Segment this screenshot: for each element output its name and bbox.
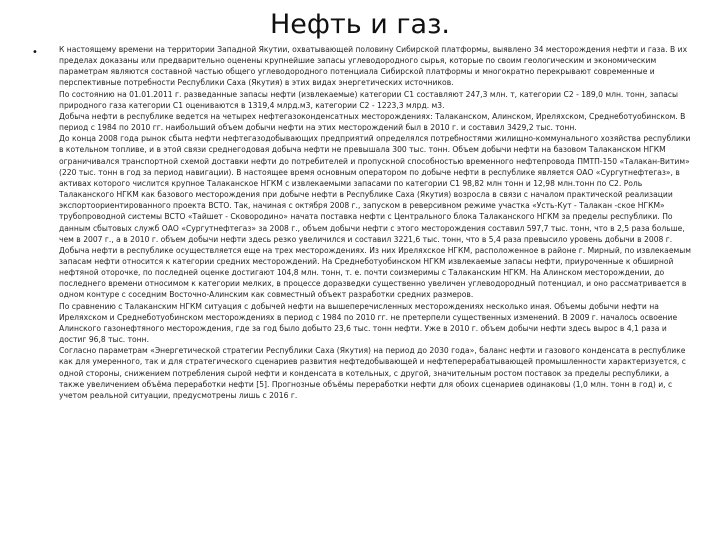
paragraph-talakan-field: До конца 2008 года рынок сбыта нефти нефтегазодобывающих предприятий определялся потребностями жилищно-коммунального хозяйства республики в котельном топливе, и в этой связи среднегодовая добыча нефти не превышала 300 тыс. тонн. Объем добычи нефти на базовом Талаканском НГКМ ограничивался транспортной схемой доставки нефти до потребителей и пропускной способностью временного нефтепровода ПМТП-150 «Талакан-Витим» (220 тыс. тонн в год за период навигации). В настоящее время основным оператором по добыче нефти в республике является ОАО «Сургутнефтегаз», в активах которого числится крупное Талаканское НГКМ с извлекаемыми запасами по категории С1 98,82 млн тонн и 12,98 млн.тонн по С2. Роль Талаканского НГКМ как базового месторождения при добыче нефти в Республике Саха (Якутия) возросла в связи с началом практической реализации экспортоориентированного проекта ВСТО. Так, начиная с октября 2008 г., запуском в реверсивном режиме участка «Усть-Кут - Талакан -ское НГКМ» трубопроводной системы ВСТО «Тайшет - Сковородино» начата поставка нефти с Центрального блока Талаканского НГКМ за пределы республики. По данным сбытовых служб ОАО «Сургутнефтегаз» за 2008 г., объем добычи нефти с этого месторождения составил 597,7 тыс. тонн, что в 2,5 раза больше, чем в 2007 г., а в 2010 г. объем добычи нефти здесь резко увеличился и составил 3221,6 тыс. тонн, что в 5,4 раза превысило уровень добычи в 2008 г. Добыча нефти в республике осуществляется еще на трех месторождениях. Из них Иреляхское НГКМ, расположенное в районе г. Мирный, по извлекаемым запасам нефти относится к категории средних месторождений. На Среднеботуобинском НГКМ извлекаемые запасы нефти, приуроченные к обширной нефтяной оторочке, по последней оценке достигают 104,8 млн. тонн, т. е. почти соизмеримы с Талаканским НГКМ. На Алинском месторождении, до последнего времени относимом к категории мелких, в процессе доразведки существенно увеличен углеводородный потенциал, и оно рассматривается в одном контуре с соседним Восточно-Алинским как совместный объект разработки средних размеров. — [59, 134, 691, 300]
paragraph-production-fields: Добыча нефти в республике ведется на четырех нефтегазоконденсатных месторождениях: Талаканском, Алинском, Иреляхском, Среднеботуобинском. В период с 1984 по 2010 гг. наибольший объем добычи нефти на этих месторождений был в 2010 г. и составил 3429,2 тыс. тонн. — [59, 111, 686, 133]
paragraph-reserves: По состоянию на 01.01.2011 г. разведанные запасы нефти (извлекаемые) категории С1 составляют 247,3 млн. т, категории С2 - 189,0 млн. тонн, запасы природного газа категории С1 оцениваются в 1319,4 млрд.м3, категории С2 - 1223,3 млрд. м3. — [59, 89, 679, 110]
bullet-marker: • — [32, 47, 38, 58]
paragraph-oil-gas-deposits: К настоящему времени на территории Западной Якутии, охватывающей половину Сибирской платформы, выявлено 34 месторождения нефти и газа. В их пределах доказаны или предварительно оценены крупнейшие запасы углеводородного сырья, которые по своим геологическим и экономическим параметрам являются составной частью общего углеводородного потенциала Сибирской платформы и многократно перекрывают современные и перспективные потребности Республики Саха (Якутия) в этих видах энергетических источников. — [59, 45, 688, 88]
slide-body — [59, 44, 693, 401]
slide-title: Нефть и газ. — [269, 9, 451, 40]
paragraph-comparison: По сравнению с Талаканским НГКМ ситуация с добычей нефти на вышеперечисленных месторождениях несколько иная. Объемы добычи нефти на Иреляхском и Среднеботуобинском месторождениях в период с 1984 по 2010 гг. не претерпели существенных изменений. В 2009 г. началось освоение Алинского газонефтяного месторождения, где за год было добыто 23,6 тыс. тонн нефти. Уже в 2010 г. объем добычи нефти здесь вырос в 4,1 раза и достиг 96,8 тыс. тонн. — [59, 301, 678, 345]
paragraph-energy-strategy: Согласно параметрам «Энергетической стратегии Республики Саха (Якутия) на период до 2030 года», баланс нефти и газового конденсата в республике как для умеренного, так и для стратегического сценариев развития нефтедобывающей и нефтеперерабатывающей промышленности характеризуется, с одной стороны, снижением потребления сырой нефти и конденсата в котельных, с другой, значительным ростом поставок за пределы республики, а также увеличением объёма переработки нефти [5]. Прогнозные объёмы переработки нефти для обоих сценариев одинаковы (1,0 млн. тонн в год) и, с учетом реальной ситуации, предусмотрены лишь с 2016 г. — [59, 346, 686, 400]
